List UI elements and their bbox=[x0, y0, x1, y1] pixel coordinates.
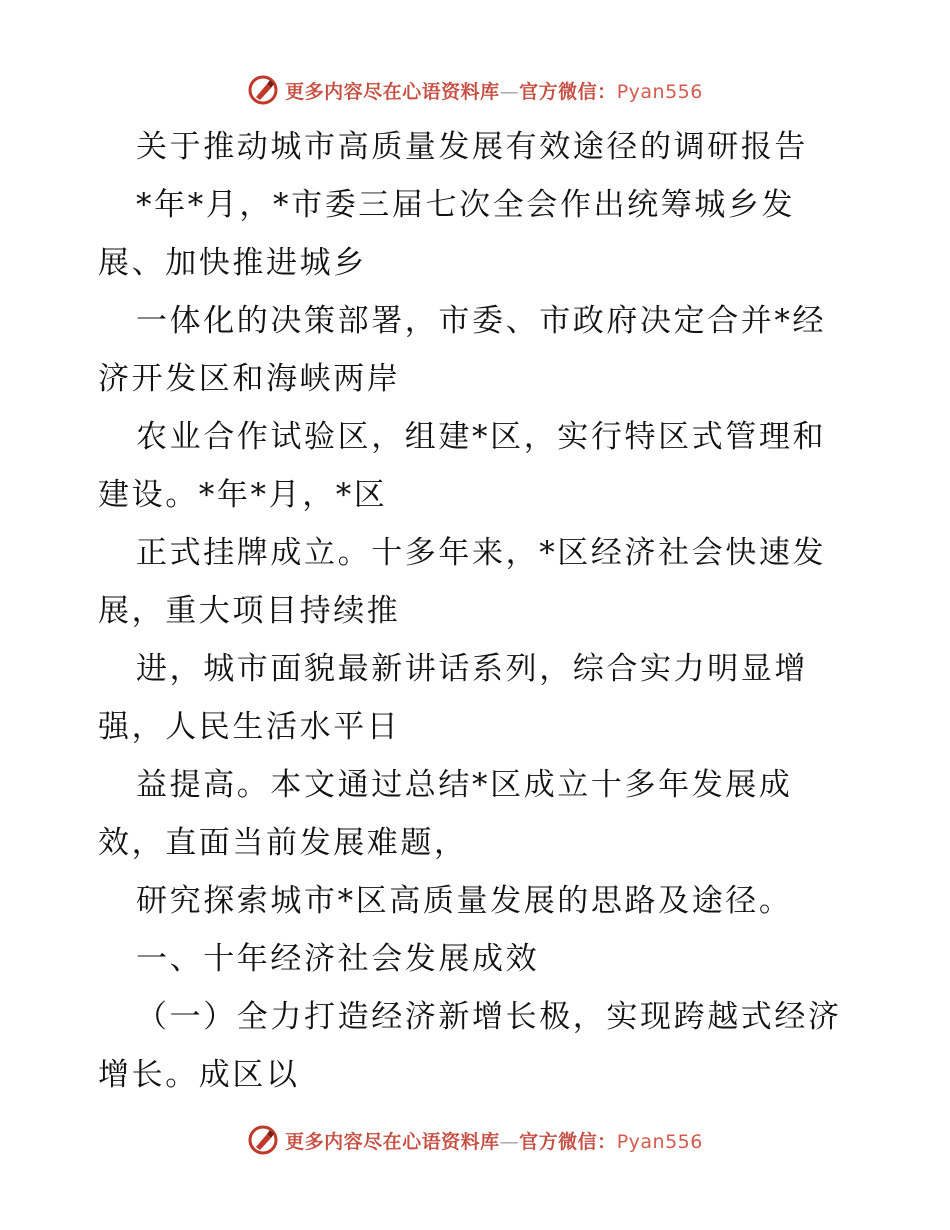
header-watermark bbox=[0, 72, 950, 108]
text-line: 展，重大项目持续推 bbox=[98, 593, 401, 629]
text-line: 进，城市面貌最新讲话系列，综合实力明显增 bbox=[136, 651, 808, 687]
text-line: 展、加快推进城乡 bbox=[98, 245, 367, 281]
text-line: 增长。成区以 bbox=[98, 1057, 300, 1093]
text-line: 一体化的决策部署，市委、市政府决定合并*经 bbox=[136, 303, 827, 339]
text-line: 研究探索城市*区高质量发展的思路及途径。 bbox=[136, 883, 793, 919]
text-line: 建设。*年*月，*区 bbox=[98, 477, 388, 513]
pen-nib-logo-icon bbox=[247, 74, 279, 106]
text-line: 济开发区和海峡两岸 bbox=[98, 361, 401, 397]
footer-watermark bbox=[0, 1122, 950, 1158]
text-line: 一、十年经济社会发展成效 bbox=[136, 941, 540, 977]
watermark-text: 更多内容尽在心语资料库—官方微信：Pyan556 bbox=[285, 1130, 703, 1153]
document-body bbox=[98, 118, 858, 1104]
watermark-text: 更多内容尽在心语资料库—官方微信：Pyan556 bbox=[285, 80, 703, 103]
text-line: *年*月，*市委三届七次全会作出统筹城乡发 bbox=[136, 187, 796, 223]
pen-nib-logo-icon bbox=[247, 1124, 279, 1156]
text-line: （一）全力打造经济新增长极，实现跨越式经济 bbox=[136, 999, 842, 1035]
text-line: 正式挂牌成立。十多年来，*区经济社会快速发 bbox=[136, 535, 827, 571]
text-line: 强，人民生活水平日 bbox=[98, 709, 401, 745]
text-line: 农业合作试验区，组建*区，实行特区式管理和 bbox=[136, 419, 827, 455]
text-line: 效，直面当前发展难题， bbox=[98, 825, 468, 861]
text-line: 关于推动城市高质量发展有效途径的调研报告 bbox=[136, 129, 808, 165]
text-line: 益提高。本文通过总结*区成立十多年发展成 bbox=[136, 767, 793, 803]
